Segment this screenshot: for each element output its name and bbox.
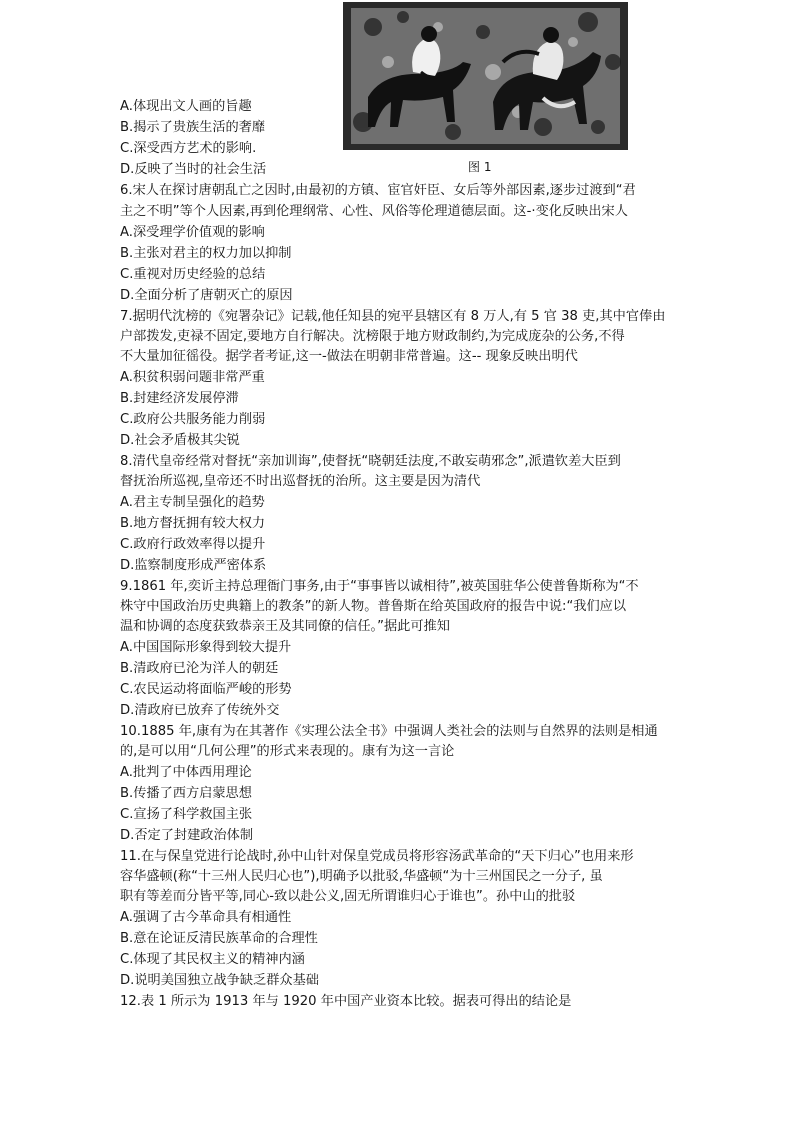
q12-stem-line-1: 12.表 1 所示为 1913 年与 1920 年中国产业资本比较。据表可得出的结论是 bbox=[120, 994, 572, 1009]
q6-stem-line-2: 主之不明”等个人因素,再到伦理纲常、心性、风俗等伦理道德层面。这-·变化反映出宋人 bbox=[120, 204, 628, 219]
figure-caption: 图 1 bbox=[468, 160, 492, 174]
q5-option-c[interactable]: C.深受西方艺术的影响. bbox=[120, 141, 257, 156]
q6-option-b[interactable]: B.主张对君主的权力加以抑制 bbox=[120, 246, 292, 261]
q7-stem-line-2: 户部拨发,吏禄不固定,要地方自行解决。沈榜限于地方财政制约,为完成庞杂的公务,不得 bbox=[120, 329, 625, 344]
q7-option-d[interactable]: D.社会矛盾极其尖锐 bbox=[120, 433, 240, 448]
q10-option-b[interactable]: B.传播了西方启蒙思想 bbox=[120, 786, 252, 801]
q10-stem-line-2: 的,是可以用“几何公理”的形式来表现的。康有为这一言论 bbox=[120, 744, 455, 759]
q9-option-a[interactable]: A.中国国际形象得到较大提升 bbox=[120, 640, 292, 655]
q8-option-a[interactable]: A.君主专制呈强化的趋势 bbox=[120, 495, 265, 510]
q10-option-a[interactable]: A.批判了中体西用理论 bbox=[120, 765, 252, 780]
figure-1-painting bbox=[343, 2, 628, 150]
q7-option-a[interactable]: A.积贫积弱问题非常严重 bbox=[120, 370, 265, 385]
q10-option-d[interactable]: D.否定了封建政治体制 bbox=[120, 828, 254, 843]
q8-stem-line-2: 督抚治所巡视,皇帝还不时出巡督抚的治所。这主要是因为清代 bbox=[120, 474, 481, 489]
q6-option-d[interactable]: D.全面分析了唐朝灭亡的原因 bbox=[120, 288, 293, 303]
q10-stem-line-1: 10.1885 年,康有为在其著作《实理公法全书》中强调人类社会的法则与自然界的法则是相通 bbox=[120, 724, 658, 739]
q9-stem-line-1: 9.1861 年,奕䜣主持总理衙门事务,由于“事事皆以诚相待”,被英国驻华公使普鲁斯称为“不 bbox=[120, 579, 639, 594]
q9-stem-line-3: 温和协调的态度获致恭亲王及其同僚的信任。”据此可推知 bbox=[120, 619, 450, 634]
q11-stem-line-1: 11.在与保皇党进行论战时,孙中山针对保皇党成员将形容汤武革命的“天下归心”也用来形 bbox=[120, 849, 634, 864]
q9-option-d[interactable]: D.清政府已放弃了传统外交 bbox=[120, 703, 280, 718]
q11-option-b[interactable]: B.意在论证反清民族革命的合理性 bbox=[120, 931, 318, 946]
q7-option-b[interactable]: B.封建经济发展停滞 bbox=[120, 391, 239, 406]
q6-option-a[interactable]: A.深受理学价值观的影响 bbox=[120, 225, 265, 240]
q5-option-d[interactable]: D.反映了当时的社会生活 bbox=[120, 162, 267, 177]
q9-option-b[interactable]: B.清政府已沦为洋人的朝廷 bbox=[120, 661, 279, 676]
q8-stem-line-1: 8.清代皇帝经常对督抚“亲加训诲”,使督抚“晓朝廷法度,不敢妄萌邪念”,派遣钦差大臣到 bbox=[120, 454, 621, 469]
q11-option-c[interactable]: C.体现了其民权主义的精神内涵 bbox=[120, 952, 305, 967]
q7-stem-line-1: 7.据明代沈榜的《宛署杂记》记载,他任知县的宛平县辖区有 8 万人,有 5 官 38 吏,其中官俸由 bbox=[120, 309, 666, 324]
q11-option-a[interactable]: A.强调了古今革命具有相通性 bbox=[120, 910, 292, 925]
q8-option-c[interactable]: C.政府行政效率得以提升 bbox=[120, 537, 266, 552]
q7-option-c[interactable]: C.政府公共服务能力削弱 bbox=[120, 412, 266, 427]
q8-option-b[interactable]: B.地方督抚拥有较大权力 bbox=[120, 516, 266, 531]
q10-option-c[interactable]: C.宣扬了科学救国主张 bbox=[120, 807, 253, 822]
q7-stem-line-3: 不大量加征徭役。据学者考证,这一-做法在明朝非常普遍。这-- 现象反映出明代 bbox=[120, 349, 578, 364]
q5-option-a[interactable]: A.体现出文人画的旨趣 bbox=[120, 99, 252, 114]
q5-option-b[interactable]: B.揭示了贵族生活的奢靡 bbox=[120, 120, 266, 135]
q11-stem-line-3: 职有等差而分皆平等,同心-致以赴公义,固无所谓谁归心于谁也”。孙中山的批驳 bbox=[120, 889, 576, 904]
q9-stem-line-2: 株守中国政治历史典籍上的教条”的新人物。普鲁斯在给英国政府的报告中说:“我们应以 bbox=[120, 599, 627, 614]
q6-option-c[interactable]: C.重视对历史经验的总结 bbox=[120, 267, 266, 282]
q6-stem-line-1: 6.宋人在探讨唐朝乱亡之因时,由最初的方镇、宦官奸臣、女后等外部因素,逐步过渡到“君 bbox=[120, 183, 636, 198]
q9-option-c[interactable]: C.农民运动将面临严峻的形势 bbox=[120, 682, 292, 697]
horse-riders-picture bbox=[343, 2, 628, 150]
q8-option-d[interactable]: D.监察制度形成严密体系 bbox=[120, 558, 267, 573]
q11-stem-line-2: 容华盛顿(称“十三州人民归心也”),明确予以批驳,华盛顿“为十三州国民之一分子, 虽 bbox=[120, 869, 603, 884]
q11-option-d[interactable]: D.说明美国独立战争缺乏群众基础 bbox=[120, 973, 319, 988]
